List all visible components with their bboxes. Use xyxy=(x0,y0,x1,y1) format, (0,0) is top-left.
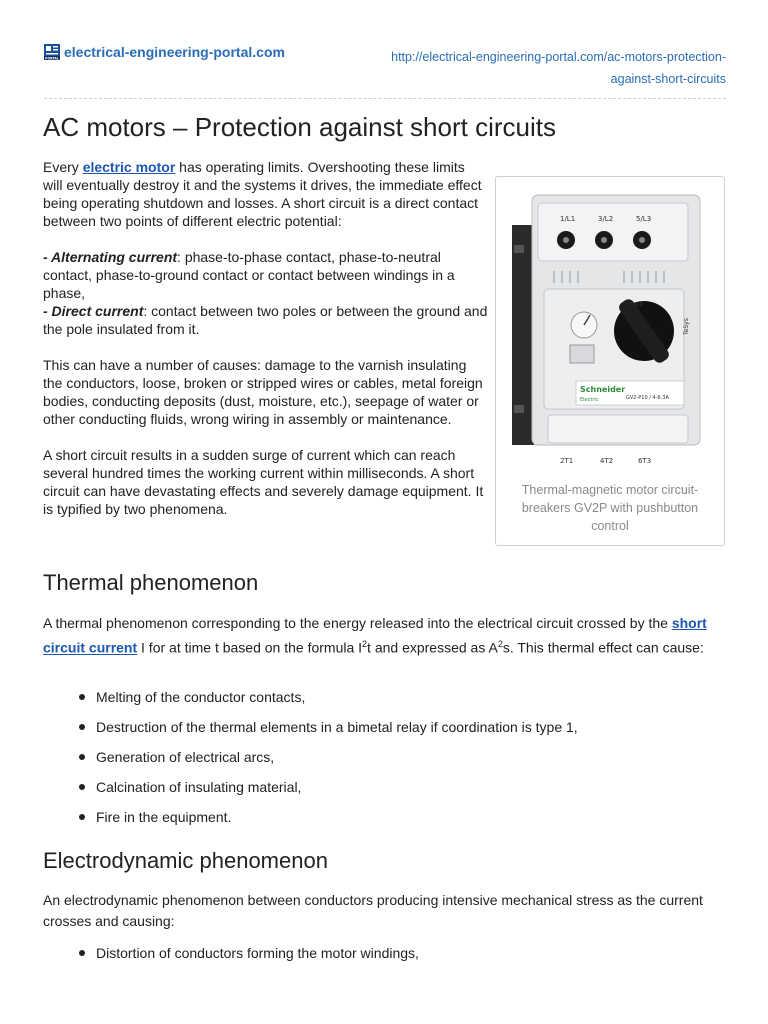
list-item xyxy=(43,718,725,748)
intro-paragraph-3: This can have a number of causes: damage to the varnish insulating the conductors, loose, broken or stripped wires or cables, metal foreign bodies, conducting deposits (dust, moisture, etc.), seepage of water or other conducting fluids, wrong wiring in assembly or maintenance. xyxy=(43,357,483,427)
page-url-line-2[interactable]: against-short-circuits xyxy=(610,72,726,86)
intro-section xyxy=(43,158,488,536)
electrodynamic-effects-list xyxy=(43,944,725,974)
thermal-sup-1: 2 xyxy=(362,639,368,649)
thermal-item-1: Melting of the conductor contacts, xyxy=(96,689,306,705)
electric-motor-link[interactable]: electric motor xyxy=(82,159,176,175)
product-figure xyxy=(495,176,725,546)
eep-logo-icon xyxy=(44,44,60,60)
brand-sub-label: Electric xyxy=(580,397,599,403)
page-url[interactable] xyxy=(346,46,726,90)
bullet-icon xyxy=(79,694,85,700)
terminal-top-2: 3/L2 xyxy=(598,215,614,223)
list-item xyxy=(43,944,725,974)
intro-ac-item xyxy=(43,248,488,302)
terminal-bottom-1: 2T1 xyxy=(560,457,574,465)
figure-caption: Thermal-magnetic motor circuit-breakers GV2P with pushbutton control xyxy=(521,483,699,533)
intro-paragraph-1 xyxy=(43,158,488,230)
intro-p1-after: has operating limits. Overshooting these limits will eventually destroy it and the systems it drives, the immediate effect being operating shutdown and losses. A short circuit is a direct contact between two points of different electric potential: xyxy=(43,159,482,229)
circuit-breaker-image xyxy=(504,185,716,475)
electro-item-1: Distortion of conductors forming the motor windings, xyxy=(96,945,419,961)
site-logo[interactable] xyxy=(44,44,285,60)
header-divider xyxy=(44,98,726,99)
bullet-icon xyxy=(79,950,85,956)
thermal-item-5: Fire in the equipment. xyxy=(96,809,232,825)
page-title: AC motors – Protection against short circuits xyxy=(43,112,556,142)
thermal-p-mid: I for at time t based on the formula I xyxy=(137,639,363,656)
terminal-top-3: 5/L3 xyxy=(636,215,652,223)
intro-p1-before: Every xyxy=(43,159,83,175)
electrodynamic-paragraph: An electrodynamic phenomenon between conductors producing intensive mechanical stress as the current crosses and causing: xyxy=(43,892,703,929)
thermal-effects-list xyxy=(43,688,725,838)
list-item xyxy=(43,808,725,838)
electrodynamic-heading: Electrodynamic phenomenon xyxy=(43,848,328,873)
thermal-p-mid2: t and expressed as A xyxy=(367,639,498,656)
thermal-p-before: A thermal phenomenon corresponding to the energy released into the electrical circuit crossed by the xyxy=(43,615,672,631)
thermal-item-4: Calcination of insulating material, xyxy=(96,779,302,795)
ac-text: : phase-to-phase contact, phase-to-neutral contact, phase-to-ground contact or contact between windings in a phase, xyxy=(43,249,455,301)
intro-dc-item xyxy=(43,302,488,338)
list-item xyxy=(43,748,725,778)
thermal-heading: Thermal phenomenon xyxy=(43,570,259,595)
model-label: GV2-P10 / 4-6.3A xyxy=(626,395,669,401)
bullet-icon xyxy=(79,784,85,790)
bullet-icon xyxy=(79,814,85,820)
bullet-icon xyxy=(79,754,85,760)
list-item xyxy=(43,688,725,718)
terminal-bottom-3: 6T3 xyxy=(638,457,652,465)
list-item xyxy=(43,778,725,808)
terminal-top-1: 1/L1 xyxy=(560,215,576,223)
thermal-paragraph xyxy=(43,613,725,659)
thermal-sup-2: 2 xyxy=(497,639,503,649)
site-name-link[interactable]: electrical-engineering-portal.com xyxy=(64,44,285,60)
ac-label: - Alternating current xyxy=(43,249,178,265)
side-label: TeSys xyxy=(683,318,690,335)
dc-label: - Direct current xyxy=(43,303,144,319)
brand-label: Schneider xyxy=(580,385,626,394)
terminal-bottom-2: 4T2 xyxy=(600,457,614,465)
thermal-item-2: Destruction of the thermal elements in a bimetal relay if coordination is type 1, xyxy=(96,719,578,735)
logo-badge: PORTAL xyxy=(45,56,59,60)
page-url-line-1[interactable]: http://electrical-engineering-portal.com/ac-motors-protection- xyxy=(391,50,726,64)
trip-label: TRIP xyxy=(630,302,644,309)
thermal-p-after: s. This thermal effect can cause: xyxy=(502,639,704,656)
thermal-item-3: Generation of electrical arcs, xyxy=(96,749,275,765)
intro-paragraph-4: A short circuit results in a sudden surge of current which can reach several hundred times the working current within milliseconds. A short circuit can have devastating effects and severely damage equipment. It is typified by two phenomena. xyxy=(43,447,484,517)
page-header xyxy=(44,40,726,88)
short-circuit-current-link[interactable]: short circuit current xyxy=(43,615,707,656)
dc-text: : contact between two poles or between the ground and the pole insulated from it. xyxy=(43,303,488,337)
bullet-icon xyxy=(79,724,85,730)
